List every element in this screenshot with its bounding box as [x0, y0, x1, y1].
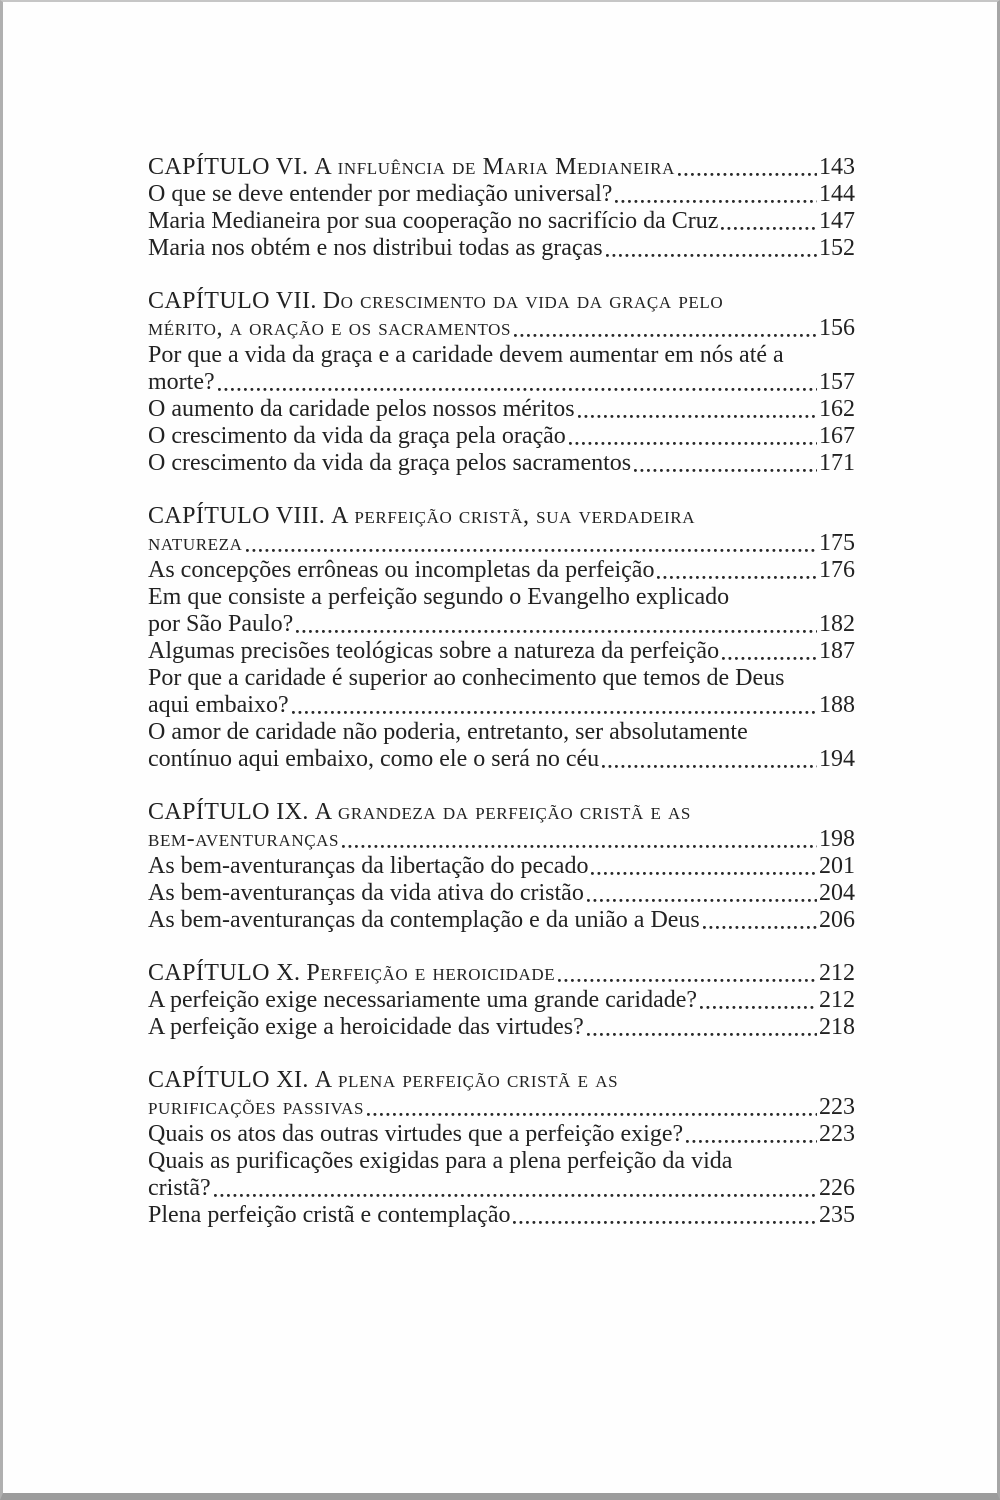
entry-text: Algumas precisões teológicas sobre a natureza da perfeição — [148, 638, 720, 664]
dot-leader — [214, 1175, 817, 1202]
toc-entry-line — [148, 987, 855, 1014]
dot-leader — [587, 880, 817, 907]
chapter-title: bem-aventuranças — [148, 826, 340, 852]
page-number: 152 — [819, 235, 855, 261]
entry-text: As bem-aventuranças da vida ativa do cristão — [148, 880, 584, 906]
page-number: 212 — [819, 987, 855, 1013]
toc-section — [148, 503, 855, 773]
page-number: 162 — [819, 396, 855, 422]
dot-leader — [292, 692, 817, 719]
toc-entry-line — [148, 719, 855, 746]
toc-entry-line — [148, 584, 855, 611]
chapter-label: CAPÍTULO X. — [148, 960, 301, 986]
entry-text: O que se deve entender por mediação universal? — [148, 181, 613, 207]
chapter-title: mérito, a oração e os sacramentos — [148, 315, 512, 341]
dot-leader — [558, 960, 817, 987]
dot-leader — [606, 235, 817, 262]
chapter-title: A perfeição cristã, sua verdadeira — [331, 503, 696, 529]
chapter-heading-line — [148, 154, 855, 181]
entry-text: Por que a caridade é superior ao conhecimento que temos de Deus — [148, 665, 785, 691]
toc-entry-line — [148, 611, 855, 638]
toc-entry-line — [148, 450, 855, 477]
chapter-heading-line — [148, 288, 855, 315]
page-number: 218 — [819, 1014, 855, 1040]
dot-leader — [678, 154, 817, 181]
entry-text: cristã? — [148, 1175, 211, 1201]
entry-text: O crescimento da vida da graça pela oração — [148, 423, 566, 449]
chapter-heading-line — [148, 315, 855, 342]
dot-leader — [615, 181, 817, 208]
entry-text: O amor de caridade não poderia, entretanto, ser absolutamente — [148, 719, 748, 745]
dot-leader — [634, 450, 817, 477]
dot-leader — [569, 423, 817, 450]
toc-entry-line — [148, 1148, 855, 1175]
entry-text: A perfeição exige necessariamente uma grande caridade? — [148, 987, 698, 1013]
entry-text: As bem-aventuranças da contemplação e da união a Deus — [148, 907, 700, 933]
chapter-heading-line — [148, 1094, 855, 1121]
toc-entry-line — [148, 880, 855, 907]
page-number: 176 — [819, 557, 855, 583]
table-of-contents — [3, 2, 997, 1229]
page-number: 171 — [819, 450, 855, 476]
toc-entry-line — [148, 1202, 855, 1229]
toc-entry-line — [148, 369, 855, 396]
toc-section — [148, 288, 855, 477]
toc-section — [148, 960, 855, 1041]
page-number: 167 — [819, 423, 855, 449]
entry-text: Maria nos obtém e nos distribui todas as graças — [148, 235, 603, 261]
chapter-title: natureza — [148, 530, 243, 556]
page-number: 201 — [819, 853, 855, 879]
page-number: 226 — [819, 1175, 855, 1201]
toc-section — [148, 799, 855, 934]
page-number: 187 — [819, 638, 855, 664]
chapter-heading-line — [148, 960, 855, 987]
toc-entry-line — [148, 208, 855, 235]
toc-section — [148, 154, 855, 262]
page-number: 223 — [819, 1094, 855, 1120]
toc-entry-line — [148, 181, 855, 208]
chapter-heading-line — [148, 826, 855, 853]
entry-text: contínuo aqui embaixo, como ele o será no céu — [148, 746, 600, 772]
toc-entry-line — [148, 342, 855, 369]
dot-leader — [703, 907, 817, 934]
dot-leader — [722, 638, 817, 665]
page-number: 194 — [819, 746, 855, 772]
page-number: 182 — [819, 611, 855, 637]
chapter-title: Perfeição e heroicidade — [306, 960, 556, 986]
dot-leader — [578, 396, 817, 423]
page-number: 212 — [819, 960, 855, 986]
page-number: 235 — [819, 1202, 855, 1228]
entry-text: A perfeição exige a heroicidade das virtudes? — [148, 1014, 584, 1040]
toc-entry-line — [148, 665, 855, 692]
chapter-heading-line — [148, 503, 855, 530]
dot-leader — [700, 987, 817, 1014]
dot-leader — [342, 826, 817, 853]
toc-entry-line — [148, 638, 855, 665]
entry-text: Quais os atos das outras virtudes que a perfeição exige? — [148, 1121, 684, 1147]
dot-leader — [686, 1121, 817, 1148]
chapter-title: purificações passivas — [148, 1094, 365, 1120]
chapter-title: Do crescimento da vida da graça pelo — [322, 288, 724, 314]
entry-text: por São Paulo? — [148, 611, 294, 637]
page-number: 175 — [819, 530, 855, 556]
toc-entry-line — [148, 396, 855, 423]
chapter-label: CAPÍTULO VIII. — [148, 503, 326, 529]
chapter-label: CAPÍTULO VII. — [148, 288, 317, 314]
entry-text: O aumento da caridade pelos nossos méritos — [148, 396, 575, 422]
dot-leader — [602, 746, 817, 773]
chapter-heading-line — [148, 530, 855, 557]
entry-text: Quais as purificações exigidas para a plena perfeição da vida — [148, 1148, 733, 1174]
entry-text: As bem-aventuranças da libertação do pecado — [148, 853, 589, 879]
page-number: 157 — [819, 369, 855, 395]
chapter-label: CAPÍTULO XI. — [148, 1067, 309, 1093]
toc-entry-line — [148, 746, 855, 773]
toc-entry-line — [148, 1175, 855, 1202]
entry-text: aqui embaixo? — [148, 692, 289, 718]
entry-text: morte? — [148, 369, 215, 395]
dot-leader — [246, 530, 817, 557]
entry-text: Maria Medianeira por sua cooperação no sacrifício da Cruz — [148, 208, 719, 234]
toc-entry-line — [148, 235, 855, 262]
toc-section — [148, 1067, 855, 1229]
page-number: 204 — [819, 880, 855, 906]
chapter-title: A grandeza da perfeição cristã e as — [314, 799, 691, 825]
toc-entry-line — [148, 692, 855, 719]
entry-text: Por que a vida da graça e a caridade devem aumentar em nós até a — [148, 342, 784, 368]
page-number: 223 — [819, 1121, 855, 1147]
chapter-title: A plena perfeição cristã e as — [314, 1067, 619, 1093]
entry-text: Em que consiste a perfeição segundo o Evangelho explicado — [148, 584, 730, 610]
chapter-heading-line — [148, 1067, 855, 1094]
page-number: 188 — [819, 692, 855, 718]
dot-leader — [587, 1014, 817, 1041]
dot-leader — [367, 1094, 817, 1121]
entry-text: Plena perfeição cristã e contemplação — [148, 1202, 511, 1228]
toc-entry-line — [148, 423, 855, 450]
entry-text: As concepções errôneas ou incompletas da perfeição — [148, 557, 655, 583]
page-number: 143 — [819, 154, 855, 180]
dot-leader — [296, 611, 817, 638]
dot-leader — [591, 853, 817, 880]
chapter-heading-line — [148, 799, 855, 826]
toc-entry-line — [148, 557, 855, 584]
page-number: 156 — [819, 315, 855, 341]
dot-leader — [514, 315, 817, 342]
toc-entry-line — [148, 853, 855, 880]
entry-text: O crescimento da vida da graça pelos sacramentos — [148, 450, 632, 476]
chapter-label: CAPÍTULO VI. — [148, 154, 309, 180]
chapter-label: CAPÍTULO IX. — [148, 799, 309, 825]
chapter-title: A influência de Maria Medianeira — [314, 154, 675, 180]
dot-leader — [657, 557, 817, 584]
page-number: 144 — [819, 181, 855, 207]
toc-entry-line — [148, 1014, 855, 1041]
toc-entry-line — [148, 907, 855, 934]
dot-leader — [218, 369, 817, 396]
dot-leader — [721, 208, 817, 235]
page-number: 206 — [819, 907, 855, 933]
dot-leader — [513, 1202, 817, 1229]
toc-entry-line — [148, 1121, 855, 1148]
page-number: 198 — [819, 826, 855, 852]
page-number: 147 — [819, 208, 855, 234]
